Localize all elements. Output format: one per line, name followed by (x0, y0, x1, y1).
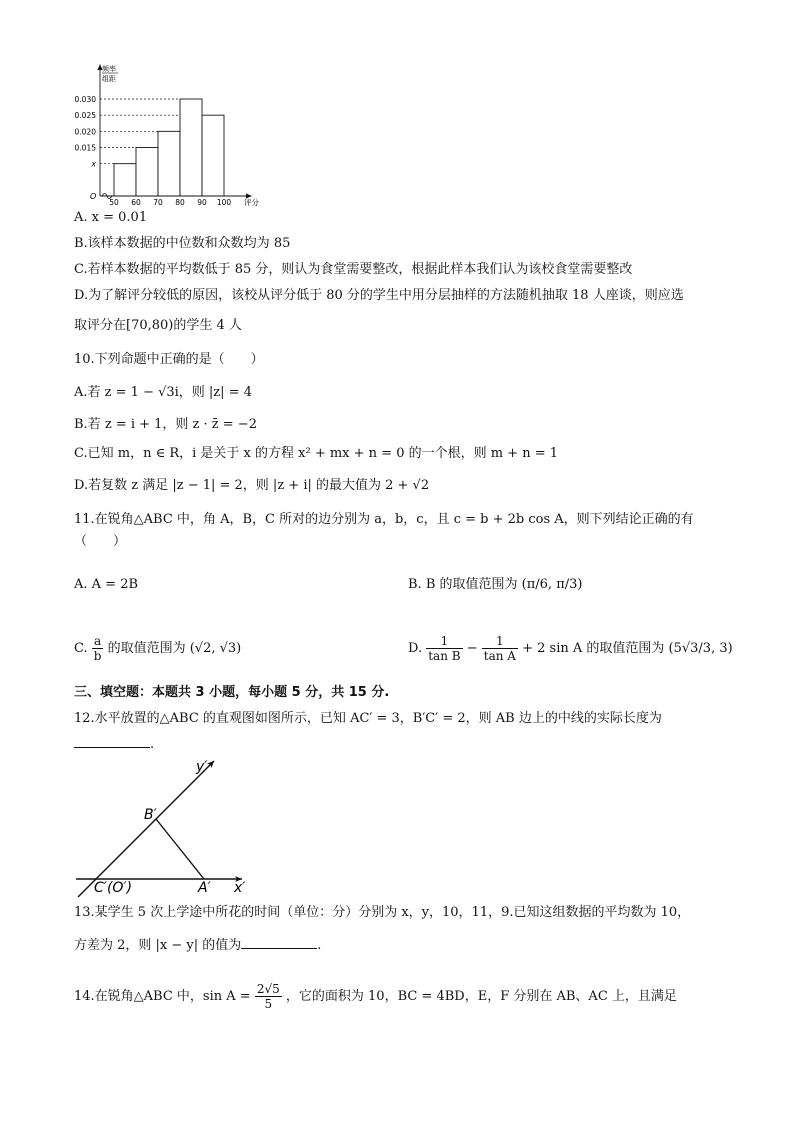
q11-option-d-frac-b (482, 634, 518, 663)
q13-line2 (74, 936, 321, 955)
y-tick-label: 0.015 (74, 143, 96, 153)
y-axis-label-bottom: 组距 (102, 75, 116, 83)
frac-den: b (93, 649, 102, 663)
frac-den: tan A (483, 649, 516, 663)
x-axis-label: 评分 (244, 198, 259, 207)
section-3-heading: 三、填空题：本题共 3 小题，每小题 5 分，共 15 分. (74, 685, 390, 700)
q11-option-d-text: + 2 sin A 的取值范围为 (522, 641, 665, 656)
q11-option-c-fraction (92, 634, 104, 663)
origin-label: O (90, 192, 97, 201)
label-point-c: C′(O′) (94, 880, 133, 896)
q13-line1: 13.某学生 5 次上学途中所花的时间（单位：分）分别为 x，y，10，11，9.已知这组数据的平均数为 10， (74, 905, 691, 920)
q12-answer-line (74, 735, 154, 754)
x-tick-label: 50 (109, 198, 119, 207)
q11-option-b-label: B. B 的取值范围为 (408, 577, 518, 592)
y-tick-label: x (91, 159, 96, 169)
frac-den: tan B (428, 649, 461, 663)
q9-option-d-line1: D.为了解评分较低的原因，该校从评分低于 80 分的学生中用分层抽样的方法随机抽取 18 人座谈，则应选 (74, 288, 684, 303)
y-axis-line (78, 761, 214, 897)
segment-b-a (156, 819, 204, 879)
q10-option-b: B.若 z = i + 1，则 z · z̄ = −2 (74, 417, 257, 432)
label-point-b: B′ (144, 807, 157, 823)
q11-option-c (74, 632, 241, 666)
histogram-bar (136, 148, 158, 197)
q11-stem-line2: （ ） (74, 534, 127, 549)
q11-option-d-value: (5√3/3, 3) (668, 641, 733, 656)
q12-end: . (150, 737, 155, 752)
q10-option-c: C.已知 m，n ∈ R，i 是关于 x 的方程 x² + mx + n = 0 的一个根，则 m + n = 1 (74, 446, 559, 461)
histogram (70, 62, 270, 207)
q14-stem (74, 980, 677, 1014)
q14-fraction (255, 982, 282, 1011)
q11-option-a: A. A = 2B (74, 577, 139, 592)
q9-option-c: C.若样本数据的平均数低于 85 分，则认为食堂需要整改，根据此样本我们认为该校食堂需要整改 (74, 262, 633, 277)
q11-option-d-label: D. (408, 641, 423, 656)
label-x-axis: x′ (234, 880, 246, 896)
y-axis-label-top: 频率 (102, 65, 116, 73)
y-tick-label: 0.025 (74, 111, 96, 121)
q13-line2-text: 方差为 2，则 |x − y| 的值为 (74, 938, 242, 953)
q13-end: . (317, 938, 322, 953)
histogram-bar (180, 99, 202, 196)
frac-num: a (92, 634, 104, 649)
q12-answer-blank[interactable] (74, 735, 150, 748)
label-point-a: A′ (198, 880, 211, 896)
histogram-bar (202, 115, 224, 196)
q11-option-d (408, 632, 733, 666)
x-tick-label: 60 (131, 198, 141, 207)
q11-stem-line1: 11.在锐角△ABC 中，角 A，B，C 所对的边分别为 a，b，c，且 c = b + 2b cos A，则下列结论正确的有 (74, 512, 694, 527)
q12-stem: 12.水平放置的△ABC 的直观图如图所示，已知 AC′ = 3，B′C′ = 2，则 AB 边上的中线的实际长度为 (74, 711, 662, 726)
y-tick-label: 0.020 (74, 127, 96, 137)
q9-option-a: A. x = 0.01 (74, 210, 148, 225)
q10-stem: 10.下列命题中正确的是（ ） (74, 352, 264, 367)
q13-answer-blank[interactable] (241, 936, 317, 949)
frac-num: 1 (426, 634, 462, 649)
q11-option-d-frac-a (426, 634, 462, 663)
label-y-axis: y′ (196, 759, 208, 775)
q14-text-pre: 14.在锐角△ABC 中，sin A = (74, 989, 251, 1004)
q11-option-c-label: C. (74, 641, 88, 656)
frac-num: 1 (482, 634, 518, 649)
q9-option-d-line2: 取评分在[70,80)的学生 4 人 (74, 318, 242, 333)
q9-option-b: B.该样本数据的中位数和众数均为 85 (74, 236, 291, 251)
histogram-bar (114, 164, 136, 196)
x-tick-label: 70 (153, 198, 163, 207)
x-tick-label: 90 (197, 198, 207, 207)
x-tick-label: 80 (175, 198, 185, 207)
q14-text-post: ，它的面积为 10，BC = 4BD，E，F 分别在 AB、AC 上，且满足 (285, 989, 677, 1004)
q11-option-b (408, 576, 582, 594)
histogram-bar (158, 131, 180, 196)
q11-option-c-text: 的取值范围为 (√2, √3) (107, 641, 242, 656)
frac-den: 5 (264, 997, 273, 1011)
frac-num: 2√5 (256, 982, 280, 996)
q11-option-d-minus: − (466, 641, 478, 656)
q11-option-b-value: (π/6, π/3) (521, 577, 583, 592)
x-tick-label: 100 (216, 198, 232, 207)
q10-option-a: A.若 z = 1 − √3i，则 |z| = 4 (74, 385, 252, 400)
q10-option-d: D.若复数 z 满足 |z − 1| = 2，则 |z + i| 的最大值为 2 + √2 (74, 478, 430, 493)
oblique-diagram (70, 755, 260, 900)
y-tick-label: 0.030 (74, 95, 96, 104)
